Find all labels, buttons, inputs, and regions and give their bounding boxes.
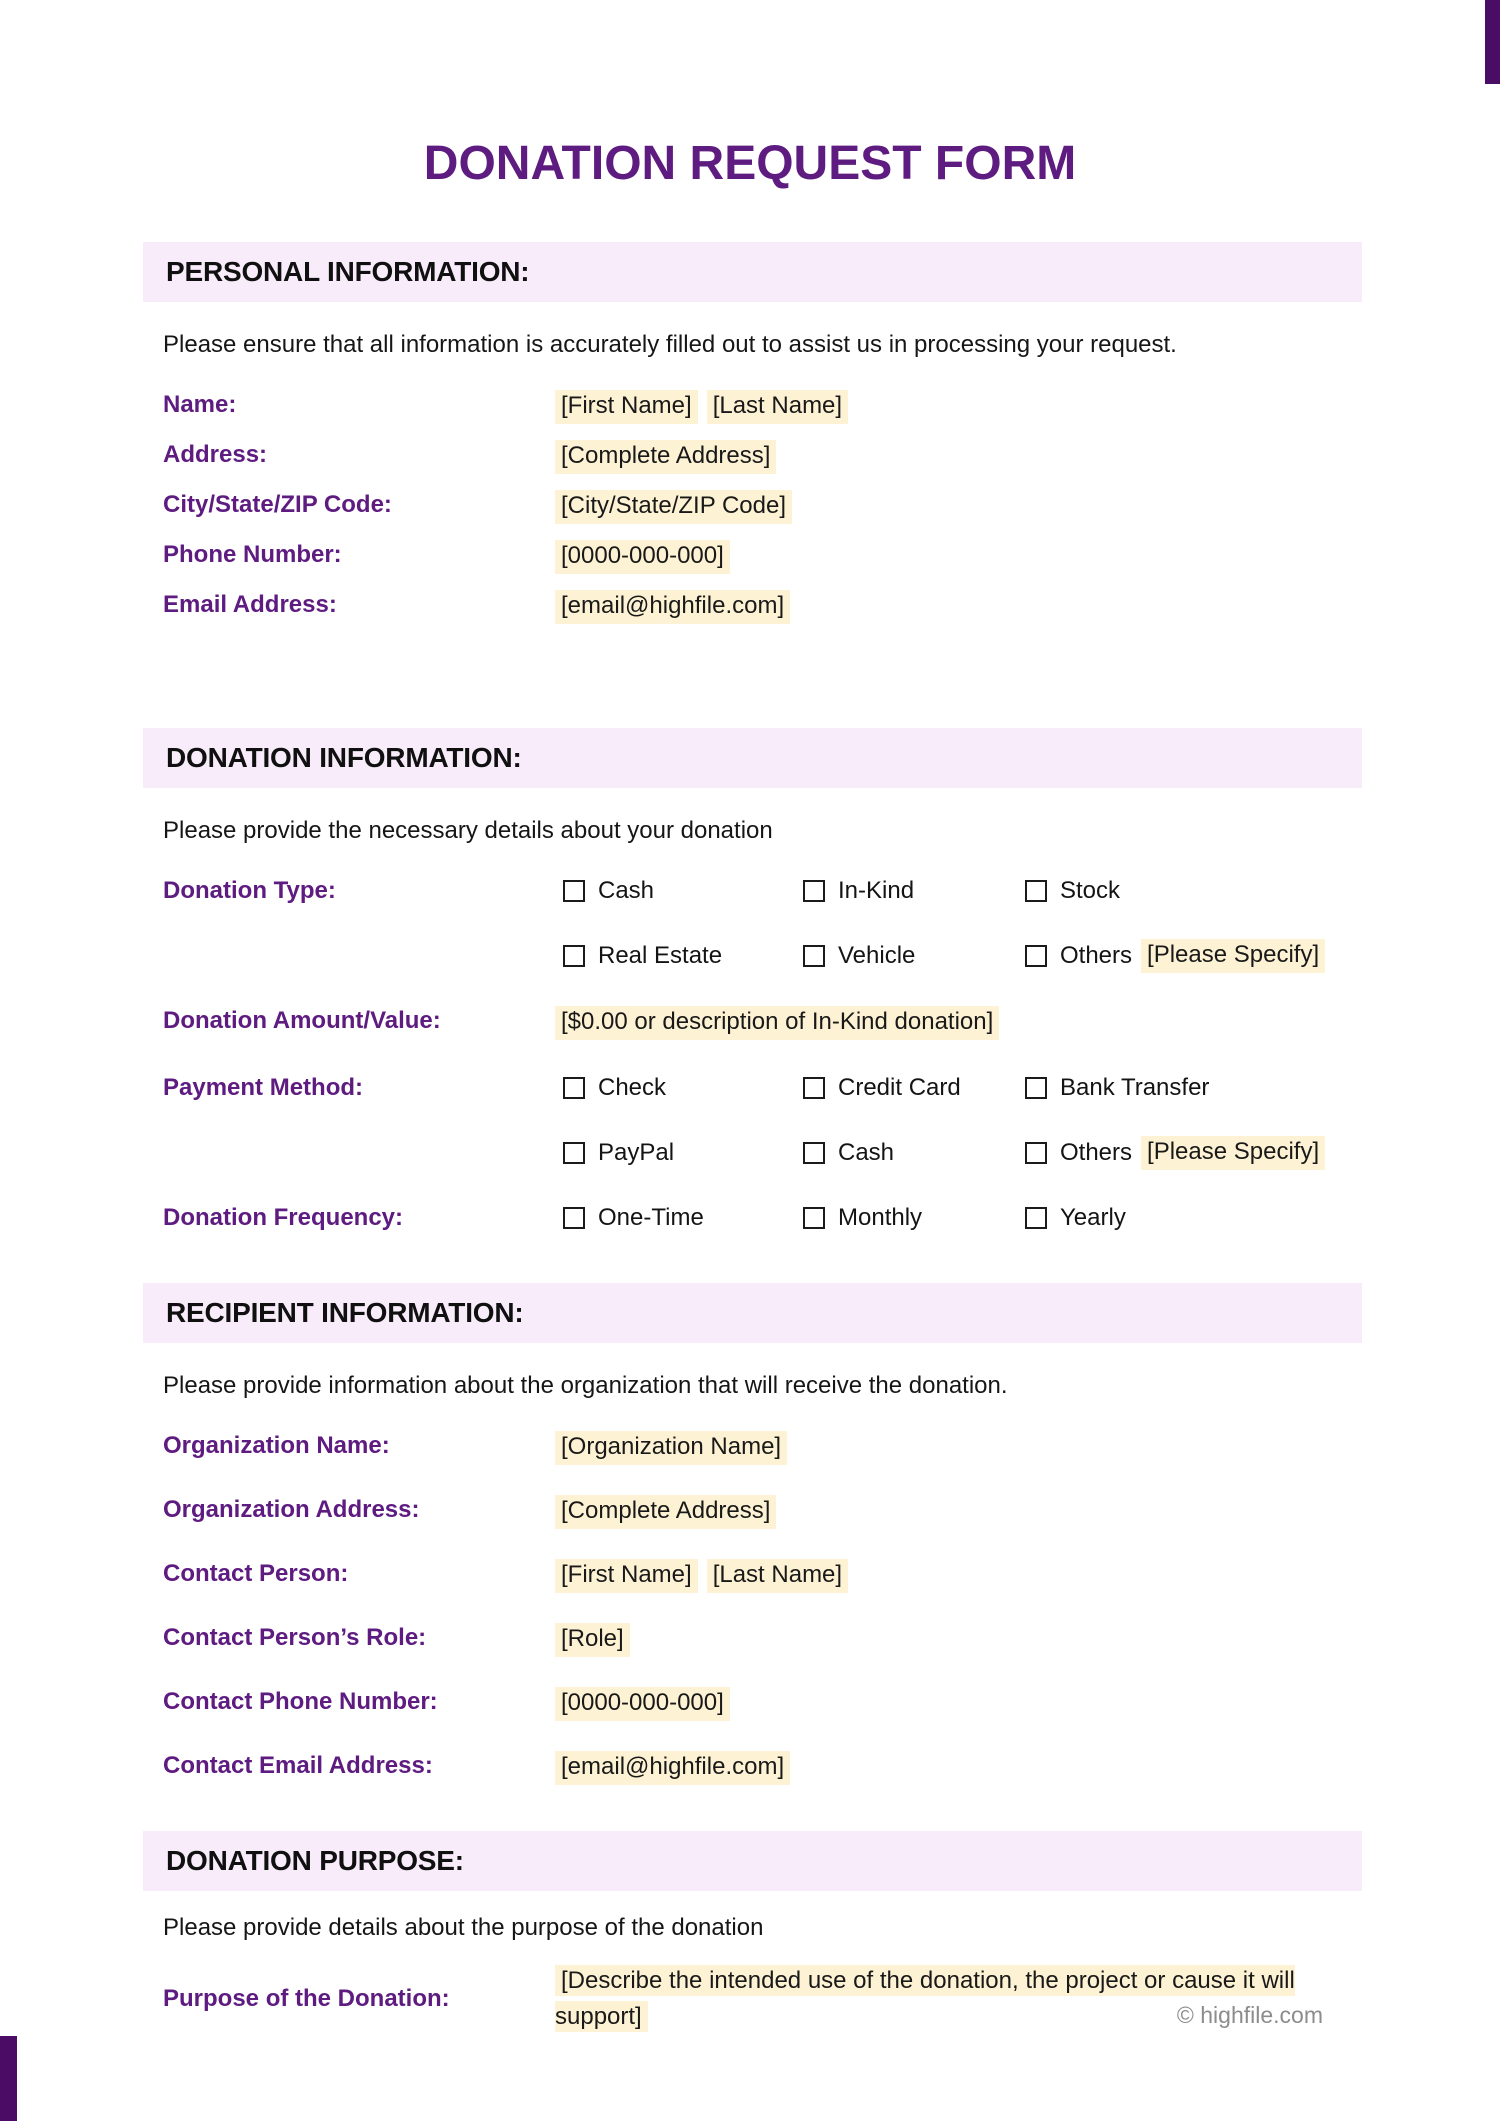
field-label: Name: bbox=[163, 391, 237, 418]
accent-bar-bottom-left bbox=[0, 2036, 17, 2121]
field-label: Contact Email Address: bbox=[163, 1752, 433, 1779]
section-description: Please provide information about the organization that will receive the donation. bbox=[163, 1372, 1008, 1399]
checkbox[interactable] bbox=[803, 1077, 825, 1099]
checkbox[interactable] bbox=[803, 880, 825, 902]
checkbox-label: In-Kind bbox=[838, 877, 915, 904]
accent-bar-top-right bbox=[1485, 0, 1500, 84]
field-row bbox=[163, 1623, 1362, 1657]
checkbox-option bbox=[803, 876, 1025, 906]
field-value[interactable]: [Organization Name] bbox=[555, 1431, 787, 1465]
checkbox-option bbox=[803, 1136, 1025, 1170]
section-heading: PERSONAL INFORMATION: bbox=[166, 256, 530, 287]
checkbox-label: Cash bbox=[838, 1139, 895, 1166]
checkbox-line bbox=[563, 876, 1325, 906]
checkbox[interactable] bbox=[563, 880, 585, 902]
field-label: Donation Frequency: bbox=[163, 1204, 404, 1231]
field-label: Phone Number: bbox=[163, 541, 342, 568]
section-heading: DONATION INFORMATION: bbox=[166, 742, 522, 773]
checkbox-label: Stock bbox=[1060, 877, 1121, 904]
checkbox[interactable] bbox=[1025, 1142, 1047, 1164]
field-value[interactable]: [Describe the intended use of the donation, the project or cause it will support] bbox=[555, 1967, 1295, 2030]
checkbox-option bbox=[563, 1136, 803, 1170]
field-row bbox=[163, 490, 1362, 524]
checkbox-group bbox=[555, 876, 1325, 973]
checkbox[interactable] bbox=[563, 1077, 585, 1099]
section-recipient-information bbox=[143, 1283, 1362, 1785]
field-row bbox=[163, 1073, 1362, 1170]
section-body bbox=[143, 1431, 1362, 1785]
field-value[interactable]: [Complete Address] bbox=[555, 440, 776, 474]
field-row bbox=[163, 1431, 1362, 1465]
field-row bbox=[163, 1203, 1362, 1233]
field-label: Contact Person’s Role: bbox=[163, 1624, 427, 1651]
field-label: Organization Name: bbox=[163, 1432, 390, 1459]
field-label: Email Address: bbox=[163, 591, 337, 618]
field-label: Purpose of the Donation: bbox=[163, 1985, 450, 2012]
section-body bbox=[143, 390, 1362, 624]
field-values bbox=[555, 440, 785, 474]
page-title: DONATION REQUEST FORM bbox=[423, 137, 1077, 190]
checkbox[interactable] bbox=[803, 1142, 825, 1164]
field-values bbox=[555, 1495, 785, 1529]
field-values bbox=[555, 590, 799, 624]
section-heading-bar bbox=[143, 1283, 1362, 1343]
field-value[interactable]: [First Name] bbox=[555, 1559, 698, 1593]
checkbox[interactable] bbox=[803, 1207, 825, 1229]
checkbox[interactable] bbox=[1025, 880, 1047, 902]
section-heading-bar bbox=[143, 242, 1362, 302]
checkbox-option bbox=[563, 939, 803, 973]
checkbox-option bbox=[1025, 939, 1325, 973]
checkbox-label: Vehicle bbox=[838, 942, 916, 969]
field-value[interactable]: [Complete Address] bbox=[555, 1495, 776, 1529]
checkbox[interactable] bbox=[1025, 1207, 1047, 1229]
field-value[interactable]: [Last Name] bbox=[707, 390, 848, 424]
please-specify-value[interactable]: [Please Specify] bbox=[1141, 1136, 1325, 1170]
field-values bbox=[555, 1431, 796, 1465]
checkbox-label: Others bbox=[1060, 942, 1133, 969]
field-values bbox=[555, 540, 739, 574]
footer-credit: © highfile.com bbox=[1176, 2002, 1323, 2028]
field-value[interactable]: [Role] bbox=[555, 1623, 630, 1657]
checkbox-line bbox=[563, 1073, 1325, 1103]
field-label: Payment Method: bbox=[163, 1074, 364, 1101]
checkbox-label: Bank Transfer bbox=[1060, 1074, 1210, 1101]
section-body bbox=[143, 876, 1362, 1233]
section-personal-information bbox=[143, 242, 1362, 624]
checkbox[interactable] bbox=[563, 945, 585, 967]
field-value[interactable]: [email@highfile.com] bbox=[555, 590, 790, 624]
checkbox-option bbox=[803, 1073, 1025, 1103]
field-values bbox=[555, 1751, 799, 1785]
section-description: Please ensure that all information is accurately filled out to assist us in processing your request. bbox=[163, 331, 1177, 358]
checkbox-label: Cash bbox=[598, 877, 655, 904]
field-values bbox=[555, 1006, 1008, 1040]
field-label: Donation Type: bbox=[163, 877, 336, 904]
field-row bbox=[163, 1006, 1362, 1040]
checkbox-line bbox=[563, 939, 1325, 973]
field-label: Organization Address: bbox=[163, 1496, 420, 1523]
checkbox-option bbox=[803, 939, 1025, 973]
checkbox-group bbox=[555, 1203, 1126, 1233]
checkbox-label: Real Estate bbox=[598, 942, 723, 969]
field-value[interactable]: [0000-000-000] bbox=[555, 1687, 730, 1721]
checkbox-label: Others bbox=[1060, 1139, 1133, 1166]
field-row bbox=[163, 1559, 1362, 1593]
field-values bbox=[555, 1687, 739, 1721]
section-heading-bar bbox=[143, 1831, 1362, 1891]
field-label: Contact Phone Number: bbox=[163, 1688, 438, 1715]
checkbox[interactable] bbox=[803, 945, 825, 967]
checkbox[interactable] bbox=[1025, 945, 1047, 967]
checkbox-label: One-Time bbox=[598, 1204, 704, 1231]
field-label: City/State/ZIP Code: bbox=[163, 491, 392, 518]
checkbox-option bbox=[1025, 876, 1120, 906]
section-heading: RECIPIENT INFORMATION: bbox=[166, 1297, 524, 1328]
field-value[interactable]: [First Name] bbox=[555, 390, 698, 424]
please-specify-value[interactable]: [Please Specify] bbox=[1141, 939, 1325, 973]
section-donation-information bbox=[143, 728, 1362, 1233]
checkbox-option bbox=[1025, 1136, 1325, 1170]
checkbox-line bbox=[563, 1203, 1126, 1233]
field-row bbox=[163, 540, 1362, 574]
field-row bbox=[163, 1495, 1362, 1529]
field-label: Donation Amount/Value: bbox=[163, 1007, 441, 1034]
field-value[interactable]: [City/State/ZIP Code] bbox=[555, 490, 792, 524]
checkbox[interactable] bbox=[563, 1142, 585, 1164]
checkbox[interactable] bbox=[563, 1207, 585, 1229]
section-description: Please provide details about the purpose of the donation bbox=[163, 1914, 764, 1941]
checkbox-group bbox=[555, 1073, 1325, 1170]
checkbox-option bbox=[563, 1203, 803, 1233]
checkbox-option bbox=[803, 1203, 1025, 1233]
field-row bbox=[163, 1687, 1362, 1721]
checkbox-option bbox=[563, 876, 803, 906]
form-content bbox=[0, 242, 1500, 2035]
checkbox-option bbox=[1025, 1203, 1126, 1233]
field-value[interactable]: [Last Name] bbox=[707, 1559, 848, 1593]
checkbox-label: Yearly bbox=[1060, 1204, 1126, 1231]
field-value[interactable]: [email@highfile.com] bbox=[555, 1751, 790, 1785]
checkbox-label: Monthly bbox=[838, 1204, 923, 1231]
field-values bbox=[555, 1623, 639, 1657]
checkbox-option bbox=[1025, 1073, 1209, 1103]
field-row bbox=[163, 590, 1362, 624]
field-value[interactable]: [$0.00 or description of In-Kind donation] bbox=[555, 1006, 999, 1040]
section-heading-bar bbox=[143, 728, 1362, 788]
section-heading: DONATION PURPOSE: bbox=[166, 1845, 464, 1876]
checkbox-line bbox=[563, 1136, 1325, 1170]
sections bbox=[143, 242, 1362, 2035]
checkbox-label: PayPal bbox=[598, 1139, 675, 1166]
field-values bbox=[555, 490, 801, 524]
field-values bbox=[555, 390, 857, 424]
field-row bbox=[163, 390, 1362, 424]
field-row bbox=[163, 440, 1362, 474]
field-value[interactable]: [0000-000-000] bbox=[555, 540, 730, 574]
checkbox[interactable] bbox=[1025, 1077, 1047, 1099]
checkbox-option bbox=[563, 1073, 803, 1103]
field-label: Contact Person: bbox=[163, 1560, 349, 1587]
field-label: Address: bbox=[163, 441, 268, 468]
field-row bbox=[163, 1751, 1362, 1785]
field-row bbox=[163, 876, 1362, 973]
section-description: Please provide the necessary details about your donation bbox=[163, 817, 773, 844]
checkbox-label: Credit Card bbox=[838, 1074, 961, 1101]
field-values bbox=[555, 1559, 857, 1593]
checkbox-label: Check bbox=[598, 1074, 667, 1101]
